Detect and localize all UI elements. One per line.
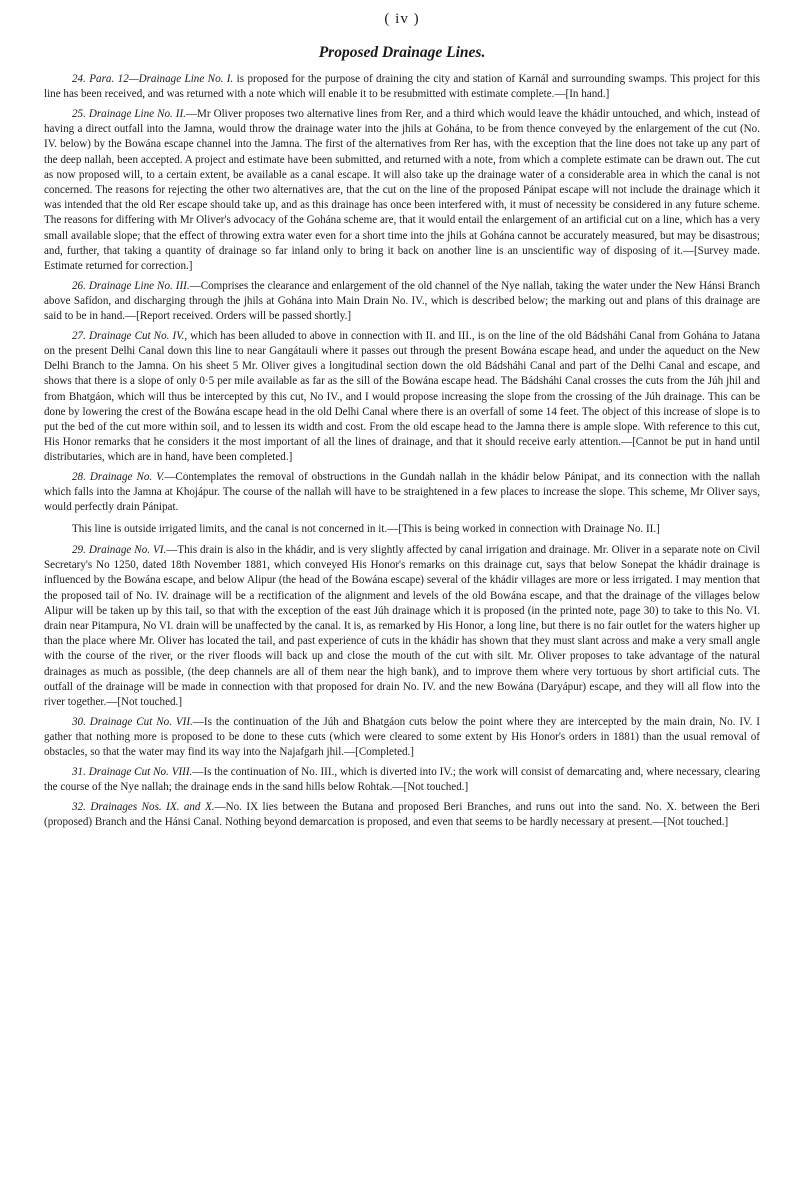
paragraph-lead: 31. Drainage Cut No. VIII. — [72, 765, 193, 778]
paragraph-32 — [44, 800, 760, 830]
paragraph-28-note — [44, 522, 760, 537]
paragraph-24 — [44, 72, 760, 102]
page-number: ( iv ) — [384, 11, 420, 27]
paragraph-body: —Is the continuation of the Júh and Bhatgáon cuts below the point where they are intercepted by the main drain, No. IV. I gather that nothing more is proposed to be done to these cuts (which were cleared to some extent by His Honor's orders in 1881) than the usual removal of obstacles, so that the water may find its way into the Najafgarh jhil.—[Completed.] — [44, 715, 761, 759]
paragraph-lead: 32. Drainages Nos. IX. and X. — [72, 800, 215, 813]
paragraph-lead: 25. Drainage Line No. II. — [72, 107, 186, 120]
paragraph-lead: 28. Drainage No. V. — [72, 471, 165, 484]
page-title: Proposed Drainage Lines. — [318, 44, 486, 61]
paragraph-body: —This drain is also in the khádir, and is very slightly affected by canal irrigation and drainage. Mr. Oliver in a separate note on Civil Secretary's No 1250, dated 18th November 1881, which conveyed His Honor's remarks on this drainage cut, says that below Sonepat the khádir drainage is influenced by the Bowána escape, and below Alipur (the head of the Bowána escape) several of the khádir villages are more or less irrigated. I may mention that the proposed tail of No. IV. drainage will be a rectification of the alignment and levels of the old Bowána escape, and that the drainage of the villages below Alipur will be taken up by this tail, so that with the exception of the east Júh drainage which it is proposed (in the printed note, page 30) to take to this No. VI. drain near Pitampura, No VI. drain will be unaffected by the canal. It is, as remarked by His Honor, a long line, but there is no fair outlet for the waters higher up than the place where Mr. Oliver has located the tail, and past experience of cuts in the khádir has shown that they must slant across and make a very small angle with the course of the river, or the river floods will back up and close the mouth of the cut with silt. Mr. Oliver proposes to take advantage of the natural drainages as much as possible, (the deep channels are all of them near the high bank), and to improve them where very tortuous by short artificial cuts. The outfall of the drainage will be made in connection with that proposed for drain No. IV. and the new Bowána (Daryápur) escape, and they will all flow into the river together.—[Not touched.] — [44, 543, 760, 708]
paragraph-31 — [44, 765, 760, 795]
paragraph-lead: 26. Drainage Line No. III. — [72, 279, 190, 292]
paragraph-body: —Is the continuation of No. III., which is diverted into IV.; the work will consist of demarcating and, where necessary, clearing the course of the Nye nallah; the drainage ends in the sand hills below Rohtak.—[Not touched.] — [44, 765, 760, 793]
paragraph-list — [44, 72, 760, 835]
paragraph-body: is proposed for the purpose of draining the city and station of Karnál and surrounding swamps. This project for this line has been received, and was returned with a note which will enable it to be resubmitted with estimate complete.—[In hand.] — [44, 73, 760, 101]
paragraph-25 — [44, 107, 760, 274]
paragraph-lead: 29. Drainage No. VI. — [72, 543, 167, 556]
paragraph-28 — [44, 470, 760, 516]
paragraph-body: , which has been alluded to above in connection with II. and III., is on the line of the old Bádsháhi Canal from Gohána to Jatana on the present Delhi Canal down this line to near Gangátauli where it passes out through the present Bowána escape head, and under the aqueduct on the New Delhi Branch to the Jamna. On his sheet 5 Mr. Oliver gives a longitudinal section down the old Bádsháhi Canal and part of the Delhi Canal and escape, and shows that there is a slope of only 0·5 per mile available as far as the sill of the Bowána escape head. The Bádsháhi Canal crosses the cuts from the Júh jhil and from Bhatgáon, which will thus be intercepted by this cut, No IV., and I would propose increasing the slope from the crossing of the Júh drainage. This can be done by lowering the crest of the Bowána escape head in the old Delhi Canal where there is an overfall of some 14 feet. The object of this increase of slope is to put the bed of the cut more within soil, and to lessen its width and cost. From the old escape head to the Jamna there is ample slope. With reference to this cut, His Honor remarks that he considers it the most important of all the lines of drainage, and that it should receive early attention.—[Cannot be put in hand until distributaries, which are in hand, have been completed.] — [44, 329, 760, 464]
paragraph-body: —No. IX lies between the Butana and proposed Beri Branches, and runs out into the sand. No. X. between the Beri (proposed) Branch and the Hánsi Canal. Nothing beyond demarcation is proposed, and even that seems to be hardly necessary at present.—[Not touched.] — [44, 800, 761, 828]
paragraph-lead: 24. Para. 12—Drainage Line No. I. — [72, 73, 234, 85]
paragraph-lead: 27. Drainage Cut No. IV. — [72, 329, 185, 342]
paragraph-body: This line is outside irrigated limits, and the canal is not concerned in it.—[This is being worked in connection with Drainage No. II.] — [72, 522, 660, 535]
paragraph-body: —Contemplates the removal of obstructions in the Gundah nallah in the khádir below Pánipat, and its connection with the nallah which falls into the Jamna at Khojápur. The course of the nallah will have to be straightened in a few places to increase the slope. This scheme, Mr Oliver says, would perfectly drain Pánipat. — [44, 471, 760, 514]
paragraph-body: —Mr Oliver proposes two alternative lines from Rer, and a third which would leave the khádir untouched, and which, instead of having a direct outfall into the Jamna, would throw the drainage water into the jhils at Gohána, to be from thence conveyed by the enlargement of the cut (No. IV. below) by the Bowána escape channel into the Jamna. The first of the alternatives from Rer has, with the exception that the line does not take up any part of the deep nallah, been accepted. A project and estimate have been submitted, and returned with a note, from which a complete estimate can be drawn out. The cut as now proposed will, to a certain extent, be available as a canal escape. It will also take up the drainage water of a considerable area in which the canal is not concerned. The reasons for rejecting the other two alternatives are, that the cut on the line of the proposed Pánipat escape will not include the drainage which it was intended that the old Rer escape should take up, and as this drainage has once been interfered with, it must of necessity be considered in any future scheme. The reasons for differing with Mr Oliver's advocacy of the Gohána scheme are, that it would entail the enlargement of an artificial cut on a line, which has a very small available slope; that the effect of throwing extra water even for a short time into the jhils at Gohána cannot be accurately measured, but may be disastrous; and, further, that taking a quantity of drainage so far inland only to bring it back on another line is an unscientific way of disposing of it.—[Survey made. Estimate returned for correction.] — [44, 107, 760, 272]
paragraph-lead: 30. Drainage Cut No. VII. — [72, 715, 193, 728]
paragraph-27 — [44, 329, 760, 466]
paragraph-30 — [44, 715, 760, 761]
paragraph-29 — [44, 543, 760, 710]
paragraph-26 — [44, 279, 760, 325]
paragraph-body: —Comprises the clearance and enlargement of the old channel of the Nye nallah, taking the water under the New Hánsi Branch above Safídon, and discharging through the jhils at Gohána into Main Drain No. IV., which is described below; the marking out and plans of this drainage are said to be in hand.—[Report received. Orders will be passed shortly.] — [44, 279, 760, 323]
document-page — [44, 0, 760, 1188]
